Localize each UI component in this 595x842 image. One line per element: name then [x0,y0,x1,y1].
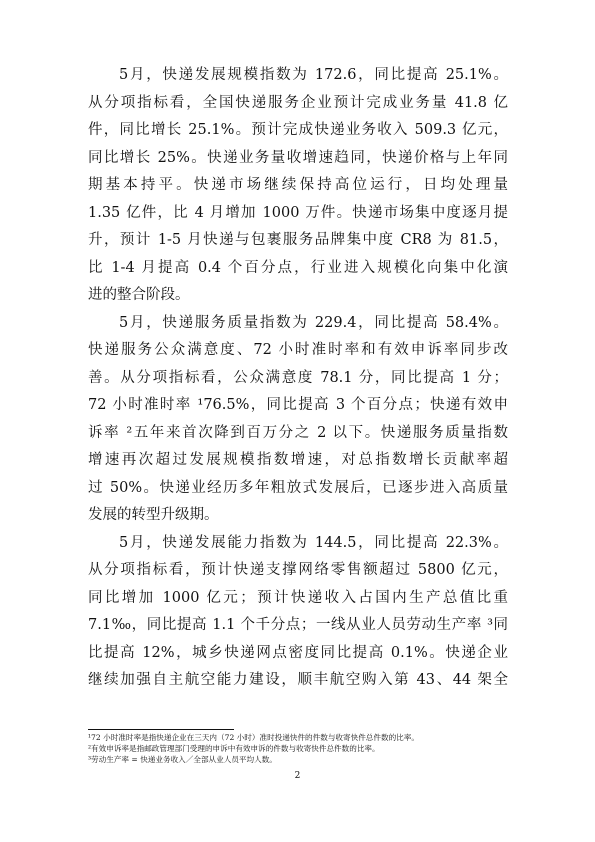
footnote-labor-productivity: ³劳动生产率 = 快递业务收入／全部从业人员平均人数。 [88,755,277,764]
paragraph-development-capacity [88,530,508,695]
text-line: 诉率 ²五年来首次降到百万分之 2 以下。快递服务质量指数 [88,424,508,441]
text-line: 5月，快递服务质量指数为 229.4，同比提高 58.4%。 [119,314,508,331]
text-line: 比 1-4 月提高 0.4 个百分点，行业进入规模化向集中化演 [88,259,508,276]
body-text [88,62,508,695]
text-line: 善。从分项指标看，公众满意度 78.1 分，同比提高 1 分； [88,369,508,386]
paragraph-service-quality [88,310,508,530]
text-line: 快递服务公众满意度、72 小时准时率和有效申诉率同步改 [88,342,508,358]
text-line: 比提高 12%，城乡快递网点密度同比提高 0.1%。快递企业 [88,644,508,661]
text-line: 1.35 亿件，比 4 月增加 1000 万件。快递市场集中度逐月提 [88,204,508,221]
text-line: 7.1‰，同比提高 1.1 个千分点；一线从业人员劳动生产率 ³同 [88,617,508,633]
text-line: 期基本持平。快递市场继续保持高位运行，日均处理量 [88,177,508,193]
text-line: 从分项指标看，全国快递服务企业预计完成业务量 41.8 亿 [88,94,508,111]
text-line: 升，预计 1-5 月快递与包裹服务品牌集中度 CR8 为 81.5， [88,232,508,248]
text-line: 5月，快递发展能力指数为 144.5，同比提高 22.3%。 [119,534,508,551]
text-line: 增速再次超过发展规模指数增速，对总指数增长贡献率超 [88,452,508,468]
text-line: 5月，快递发展规模指数为 172.6，同比提高 25.1%。 [119,67,508,83]
footnotes [88,732,518,765]
footnote-separator [88,729,234,730]
footnote-on-time-rate: ¹72 小时准时率是指快递企业在三天内（72 小时）准时投递快件的件数与收寄快件总件数的比率。 [88,733,419,742]
text-line: 继续加强自主航空能力建设，顺丰航空购入第 43、44 架全 [88,672,508,688]
footnote-complaint-rate: ²有效申诉率是指邮政管理部门受理的申诉中有效申诉的件数与收寄快件总件数的比率。 [88,744,380,753]
paragraph-development-scale [88,62,508,310]
text-line: 72 小时准时率 ¹76.5%，同比提高 3 个百分点；快递有效申 [88,397,508,413]
text-line: 进的整合阶段。 [88,287,190,303]
text-line: 发展的转型升级期。 [88,507,219,523]
text-line: 件，同比增长 25.1%。预计完成快递业务收入 509.3 亿元， [88,122,508,138]
text-line: 从分项指标看，预计快递支撑网络零售额超过 5800 亿元， [88,562,508,578]
text-line: 同比增长 25%。快递业务量收增速趋同，快递价格与上年同 [88,149,508,166]
text-line: 过 50%。快递业经历多年粗放式发展后，已逐步进入高质量 [88,479,508,496]
text-line: 同比增加 1000 亿元；预计快递收入占国内生产总值比重 [88,589,508,606]
page-number: 2 [294,771,301,781]
